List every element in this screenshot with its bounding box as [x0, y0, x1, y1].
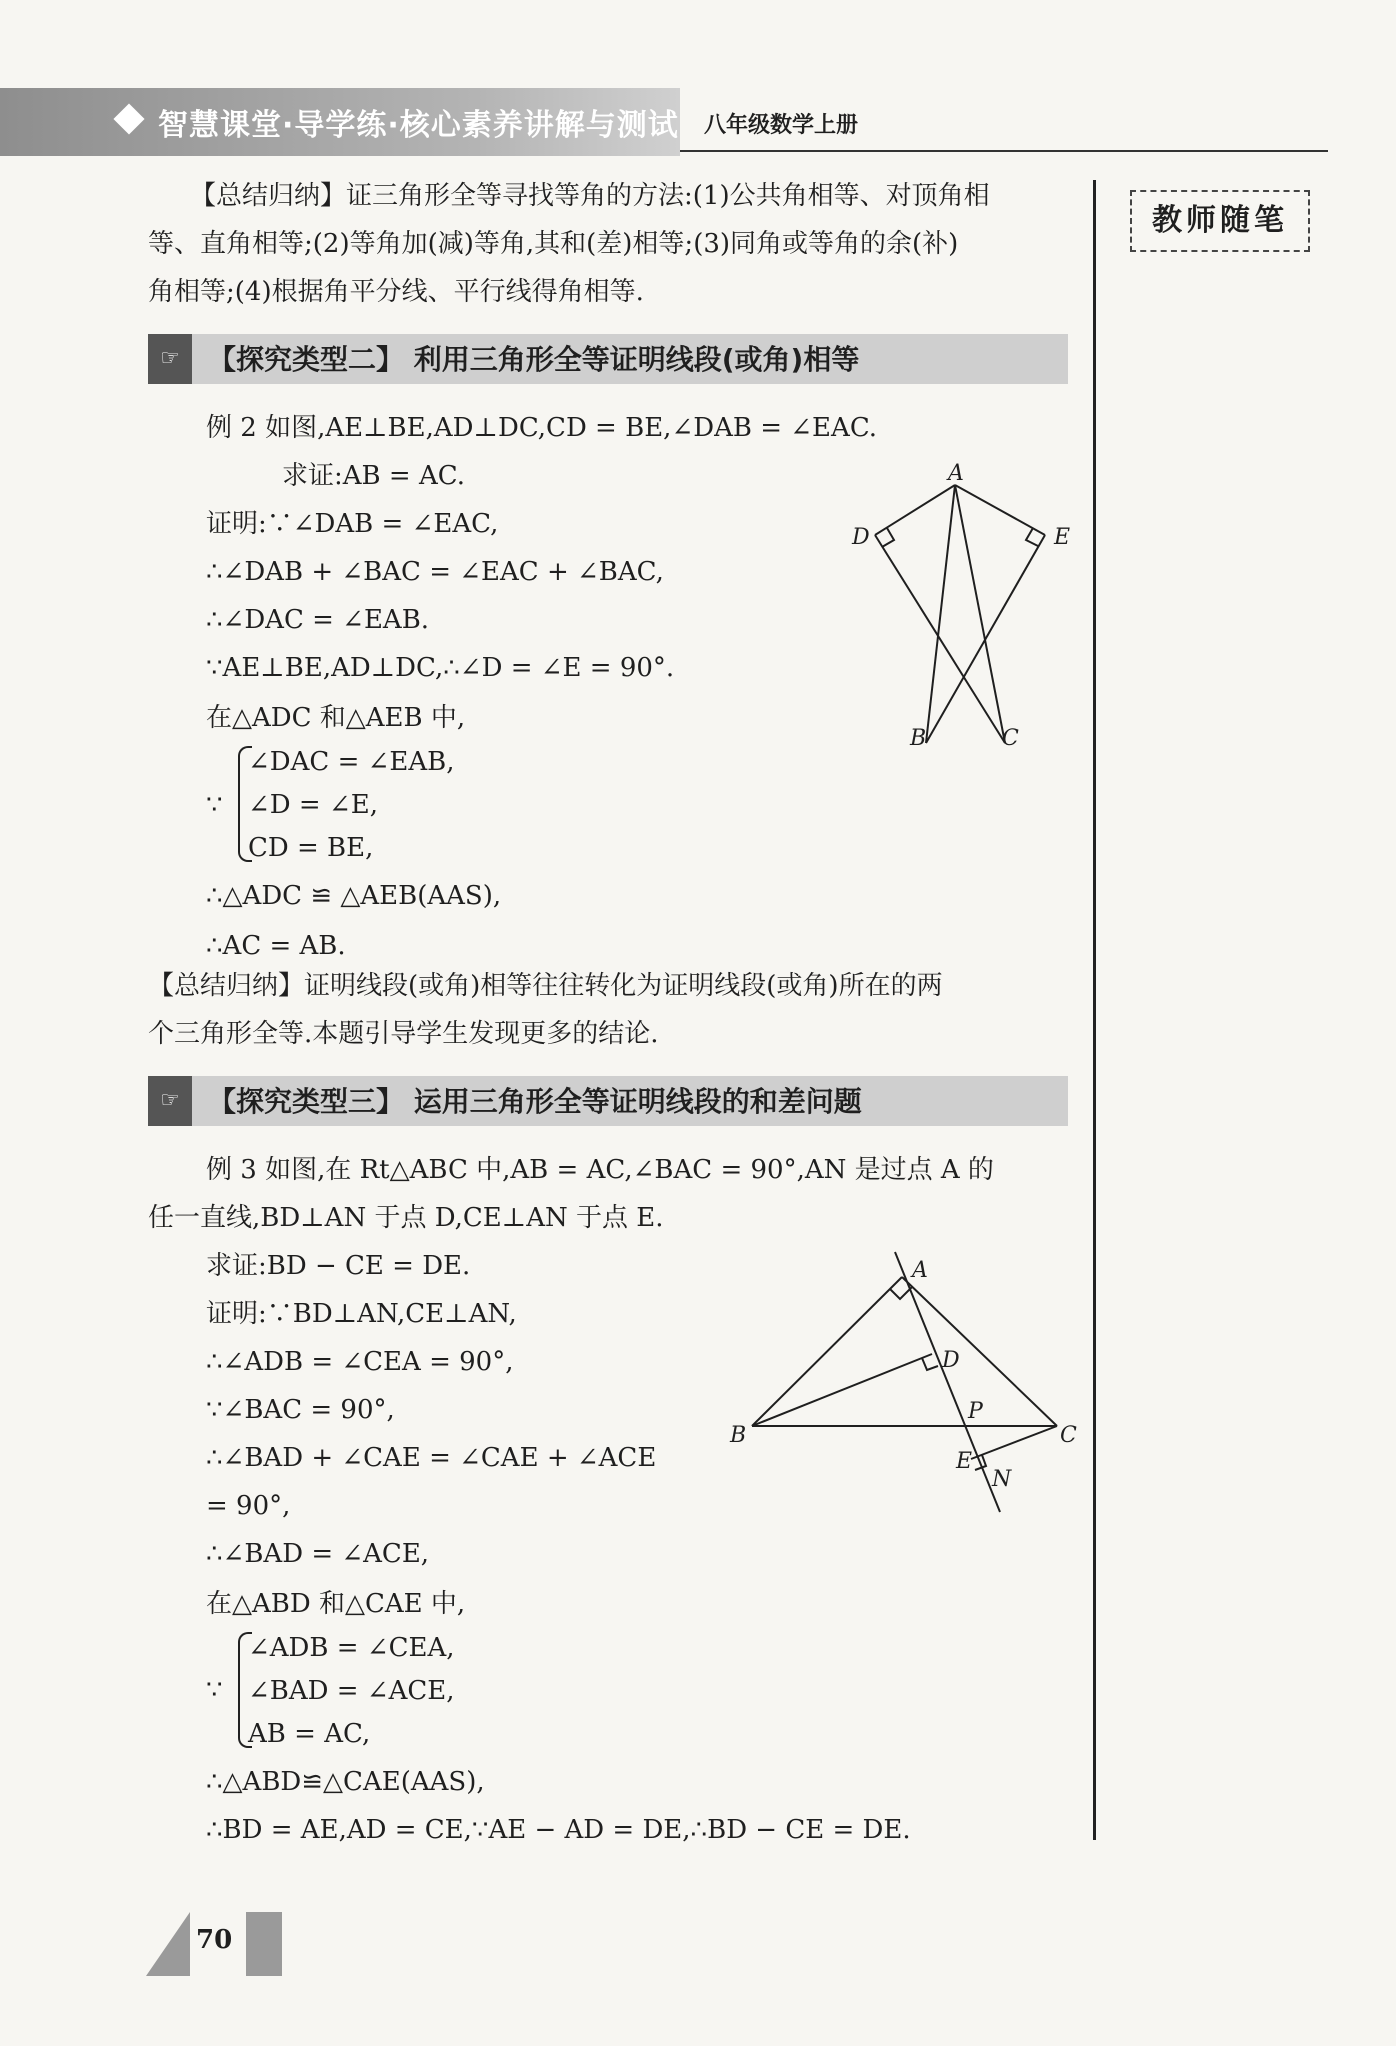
proof3-line: ∴∠BAD = ∠ACE,: [206, 1539, 430, 1569]
proof3-line: ∵∠BAC = 90°,: [206, 1395, 395, 1425]
proof3-conclusion: ∴△ABD≌△CAE(AAS),: [206, 1767, 485, 1797]
label-N: N: [992, 1467, 1012, 1492]
page-corner-block: [246, 1912, 282, 1976]
label-E: E: [956, 1449, 973, 1474]
brace2-symbol: ∵: [206, 790, 223, 820]
label-B: B: [730, 1423, 747, 1448]
segment-AD: [875, 485, 955, 535]
line-AN: [895, 1252, 1000, 1512]
segment-AE: [955, 485, 1045, 535]
proof3-conclusion: ∴BD = AE,AD = CE,∵AE − AD = DE,∴BD − CE = DE.: [206, 1815, 911, 1845]
proof2-line: ∵AE⊥BE,AD⊥DC,∴∠D = ∠E = 90°.: [206, 653, 675, 683]
proof2-line: 证明:∵∠DAB = ∠EAC,: [206, 509, 499, 539]
proof3-line: ∴∠ADB = ∠CEA = 90°,: [206, 1347, 514, 1377]
figure-example3: [720, 1250, 1080, 1540]
brace3-line: ∠BAD = ∠ACE,: [248, 1676, 455, 1706]
pointing-hand-icon: ☞: [148, 334, 192, 384]
proof3-line: = 90°,: [206, 1491, 291, 1521]
summary2-line1: 【总结归纳】证明线段(或角)相等往往转化为证明线段(或角)所在的两: [148, 971, 943, 1001]
proof2-conclusion: ∴△ADC ≌ △AEB(AAS),: [206, 881, 502, 911]
example3-goal: 求证:BD − CE = DE.: [206, 1251, 471, 1281]
pointing-hand-icon: ☞: [148, 1076, 192, 1126]
right-angle-A: [890, 1287, 912, 1299]
page-corner-triangle: [146, 1912, 190, 1976]
segment-AB: [926, 485, 955, 743]
section3-header: [148, 1076, 1068, 1126]
summary1-line1: 【总结归纳】证三角形全等寻找等角的方法:(1)公共角相等、对顶角相: [190, 181, 990, 211]
margin-rule: [1093, 180, 1096, 1840]
example3-statement: 例 3 如图,在 Rt△ABC 中,AB = AC,∠BAC = 90°,AN 是过点 A 的: [206, 1155, 994, 1185]
label-E: E: [1054, 525, 1071, 550]
proof2-line: ∴∠DAC = ∠EAB.: [206, 605, 430, 635]
proof3-line: ∴∠BAD + ∠CAE = ∠CAE + ∠ACE: [206, 1443, 657, 1473]
proof2-line: 在△ADC 和△AEB 中,: [206, 703, 466, 733]
section2-title: 【探究类型二】 利用三角形全等证明线段(或角)相等: [208, 343, 860, 376]
right-angle-D: [922, 1358, 938, 1370]
label-D: D: [852, 525, 870, 550]
label-P: P: [968, 1399, 983, 1424]
segment-CE: [971, 1426, 1057, 1459]
brace2-line: ∠DAC = ∠EAB,: [248, 747, 455, 777]
teacher-notes-box: 教师随笔: [1130, 190, 1310, 252]
label-B: B: [910, 726, 927, 751]
summary1-line3: 角相等;(4)根据角平分线、平行线得角相等.: [148, 277, 644, 307]
example2-statement: 例 2 如图,AE⊥BE,AD⊥DC,CD = BE,∠DAB = ∠EAC.: [206, 413, 878, 443]
label-A: A: [948, 461, 964, 486]
example3-statement-cont: 任一直线,BD⊥AN 于点 D,CE⊥AN 于点 E.: [148, 1203, 664, 1233]
brace3-line: ∠ADB = ∠CEA,: [248, 1633, 455, 1663]
label-D: D: [942, 1348, 960, 1373]
brace3-line: AB = AC,: [248, 1719, 371, 1749]
right-angle-D: [882, 528, 894, 547]
summary1-line2: 等、直角相等;(2)等角加(减)等角,其和(差)相等;(3)同角或等角的余(补): [148, 229, 959, 259]
book-title: 智慧课堂·导学练·核心素养讲解与测试: [158, 108, 679, 143]
section3-title: 【探究类型三】 运用三角形全等证明线段的和差问题: [208, 1085, 862, 1118]
brace2-line: ∠D = ∠E,: [248, 790, 378, 820]
label-C: C: [1002, 726, 1019, 751]
page-number: 70: [196, 1925, 233, 1955]
label-A: A: [912, 1258, 928, 1283]
figure-example2: [840, 455, 1100, 765]
label-C: C: [1060, 1423, 1077, 1448]
section2-header: [148, 334, 1068, 384]
brace2-line: CD = BE,: [248, 833, 374, 863]
proof2-line: ∴∠DAB + ∠BAC = ∠EAC + ∠BAC,: [206, 557, 664, 587]
summary2-line2: 个三角形全等.本题引导学生发现更多的结论.: [148, 1019, 659, 1049]
example2-goal: 求证:AB = AC.: [282, 461, 465, 491]
segment-BD: [752, 1354, 932, 1426]
proof3-line: 证明:∵BD⊥AN,CE⊥AN,: [206, 1299, 517, 1329]
segment-AB: [752, 1277, 902, 1426]
proof3-line: 在△ABD 和△CAE 中,: [206, 1589, 466, 1619]
grade-label: 八年级数学上册: [704, 113, 859, 138]
proof2-conclusion: ∴AC = AB.: [206, 931, 346, 961]
brace3-symbol: ∵: [206, 1675, 223, 1705]
header-rule: [680, 150, 1328, 152]
